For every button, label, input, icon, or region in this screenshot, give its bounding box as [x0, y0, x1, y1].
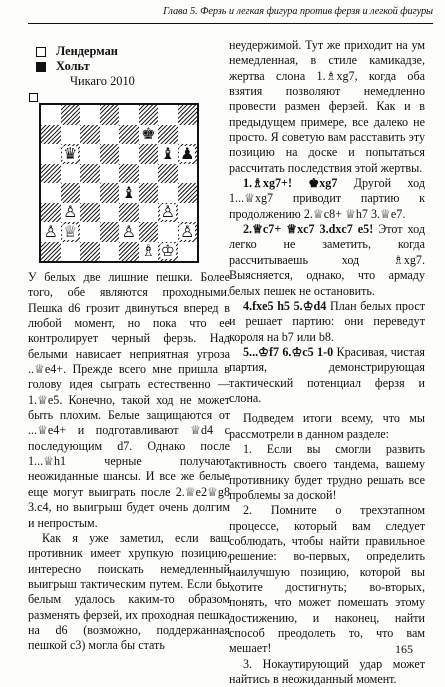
move-notation: 4.fxe5 h5 5.♔d4 — [243, 298, 327, 313]
board-square — [100, 144, 120, 164]
board-square — [80, 144, 100, 164]
board-square — [158, 125, 178, 145]
chess-piece: ♙ — [121, 221, 136, 241]
board-square — [41, 105, 61, 125]
white-player-name: Лендерман — [56, 44, 118, 58]
board-square — [61, 183, 81, 203]
black-player — [36, 59, 135, 74]
board-square — [41, 242, 61, 262]
board-square — [100, 125, 120, 145]
paragraph: 1. Если вы смогли развить активность своего тандема, вашему противнику будет трудно решать все проблемы за доской! — [229, 441, 425, 502]
board-square — [61, 164, 81, 184]
board-square — [100, 105, 120, 125]
running-header: Глава 5. Ферзь и легкая фигура против ферзя и легкой фигуры — [163, 6, 433, 17]
header-rule — [28, 23, 433, 24]
board-square — [61, 242, 81, 262]
board-square — [139, 183, 159, 203]
page-number: 165 — [395, 642, 413, 656]
paragraph: У белых две лишние пешки. Более того, обе являются проходными. Пешка d6 грозит двинуться вперед в любой момент, но пока что ее контролирует черный ферзь. Над белыми нависает неприятная угроза ..♕e4+. Прежде всего мне пришла в голову идея сыграть естественно — 1.♕e5. Конечно, такой ход не может быть плохим. Белые защищаются от ...♕e4+ и подготавливают ♕d4 с последующим d7. Однако после 1...♕h1 черные получают неожиданные шансы. И все же белые еще могут выиграть после 2.♕e2♕g8 3.c4, но выигрыш будет очень долгим и непростым. — [28, 270, 230, 530]
board-square — [158, 164, 178, 184]
chess-piece: ♙ — [160, 202, 175, 222]
move-notation: 1.♗xg7+! ♚xg7 — [243, 176, 338, 191]
board-square — [139, 144, 159, 164]
chess-piece: ♝ — [121, 182, 136, 202]
side-to-move-icon — [29, 93, 38, 102]
board-square — [100, 242, 120, 262]
board-square — [119, 105, 139, 125]
chess-diagram — [39, 103, 199, 263]
chess-piece: ♙ — [180, 221, 195, 241]
white-player — [36, 44, 135, 59]
board-square — [80, 164, 100, 184]
commentary: Красивая, чистая партия, демонстрирующая тактический потенциал ферзя и слона. — [229, 344, 425, 405]
board-square — [80, 222, 100, 242]
board-square — [178, 242, 198, 262]
chess-piece: ♔ — [160, 241, 175, 261]
board-square — [158, 105, 178, 125]
board-square — [119, 164, 139, 184]
board-square — [178, 125, 198, 145]
board-square — [80, 242, 100, 262]
board-square — [158, 242, 178, 262]
board-square — [80, 183, 100, 203]
white-square-icon — [36, 47, 46, 57]
board-square — [100, 164, 120, 184]
board-square — [61, 105, 81, 125]
paragraph — [229, 345, 425, 406]
board-square — [139, 164, 159, 184]
commentary: План белых прост и решает партию: они переведут короля на b7 или b8. — [229, 298, 425, 344]
board-square — [139, 125, 159, 145]
board-square — [119, 183, 139, 203]
board-square — [119, 222, 139, 242]
board-square — [139, 105, 159, 125]
board-square — [178, 222, 198, 242]
chess-piece: ♕ — [63, 221, 78, 241]
board-square — [61, 144, 81, 164]
board-square — [119, 242, 139, 262]
board-square — [80, 125, 100, 145]
board-square — [41, 144, 61, 164]
chess-piece: ♗ — [141, 241, 156, 261]
board-square — [41, 203, 61, 223]
board-square — [178, 203, 198, 223]
paragraph: Как я уже заметил, если ваш противник имеет хрупкую позицию, интересно поискать немедленный выигрыш тактическим путем. Если бы белым удалось каким-то образом разменять ферзей, их проходная пешка на d6 (возможно, поддержанная пешкой c3) могла бы стать — [28, 530, 230, 653]
paragraph: неудержимой. Тут же приходит на ум немедленная, в стиле камикадзе, жертва слона 1.♗xg7, когда оба взятия позволяют немедленно провести размен ферзей. Как и в предыдущем примере, все далеко не просто. Я советую вам расставить эту позицию на доске и попытаться рассчитать последствия этой жертвы. — [229, 38, 425, 175]
left-column — [28, 270, 230, 654]
commentary: Этот ход легко не заметить, когда рассчитываешь ход ♗xg7. Выясняется, однако, что армаду белых пешек не остановить. — [229, 222, 425, 298]
board-square — [158, 222, 178, 242]
game-event: Чикаго 2010 — [70, 74, 135, 88]
chess-piece: ♙ — [63, 202, 78, 222]
board-square — [119, 203, 139, 223]
board-square — [158, 144, 178, 164]
board-square — [158, 203, 178, 223]
chess-piece: ♛ — [63, 143, 78, 163]
chess-piece: ♚ — [141, 124, 156, 144]
move-notation: 5...♔f7 6.♔c5 1-0 — [243, 344, 334, 359]
board-square — [119, 125, 139, 145]
board-square — [61, 222, 81, 242]
board-square — [178, 144, 198, 164]
paragraph — [229, 299, 425, 345]
board-square — [178, 105, 198, 125]
board-square — [178, 164, 198, 184]
board-square — [139, 203, 159, 223]
game-info — [36, 44, 135, 89]
board-square — [41, 125, 61, 145]
board-square — [80, 203, 100, 223]
chess-board — [41, 105, 197, 261]
paragraph: 2. Помните о трехэтапном процессе, который вам следует соблюдать, чтобы найти правильное решение: во-первых, определить наилучшую позицию, которой вы хотите достигнуть; во-вторых, понять, что может помешать этому достижению, и наконец, найти способ преодолеть то, что вам мешает! — [229, 503, 425, 656]
board-square — [100, 222, 120, 242]
board-square — [139, 242, 159, 262]
paragraph — [229, 222, 425, 299]
chess-piece: ♙ — [43, 221, 58, 241]
right-column — [229, 38, 425, 687]
board-square — [41, 164, 61, 184]
paragraph — [229, 176, 425, 222]
board-square — [61, 203, 81, 223]
board-square — [61, 125, 81, 145]
board-square — [41, 183, 61, 203]
board-square — [119, 144, 139, 164]
board-square — [158, 183, 178, 203]
board-square — [41, 222, 61, 242]
chess-piece: ♟ — [180, 143, 195, 163]
black-square-icon — [36, 62, 46, 72]
board-square — [80, 105, 100, 125]
chess-piece: ♝ — [160, 143, 175, 163]
black-player-name: Хольт — [56, 59, 90, 73]
board-square — [100, 203, 120, 223]
paragraph: 3. Нокаутирующий удар может найтись в неожиданный момент. — [229, 656, 425, 687]
commentary: Другой ход 1...♕xg7 приводит партию к продолжению 2.♕c8+ ♕h7 3.♕e7. — [229, 176, 425, 221]
board-square — [100, 183, 120, 203]
board-square — [178, 183, 198, 203]
board-square — [139, 222, 159, 242]
paragraph: Подведем итоги всему, что мы рассмотрели в данном разделе: — [229, 411, 425, 441]
move-notation: 2.♕c7+ ♕xc7 3.dxc7 e5! — [243, 222, 374, 237]
